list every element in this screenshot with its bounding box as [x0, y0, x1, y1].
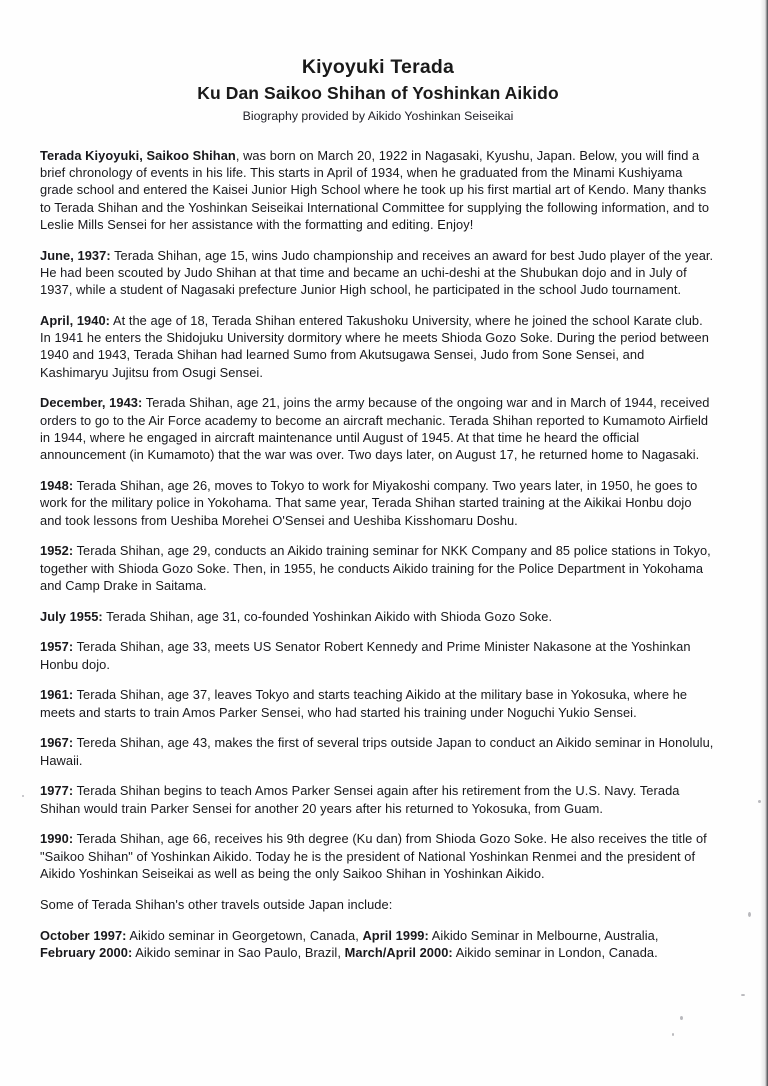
scan-speck: [680, 1016, 683, 1020]
entry-text: Tereda Shihan, age 43, makes the first of several trips outside Japan to conduct an Aikido seminar in Honolulu, Hawaii.: [40, 735, 714, 768]
intro-paragraph: [40, 147, 716, 233]
chronology-entry: [40, 394, 716, 463]
entry-text: Terada Shihan, age 37, leaves Tokyo and starts teaching Aikido at the military base in Yokosuka, where he meets and starts to train Amos Parker Sensei, who had started his training under Noguchi Yukio Sensei.: [40, 687, 688, 720]
entry-date: 1977:: [40, 783, 74, 799]
travel-date: October 1997:: [40, 927, 127, 943]
biography-credit: Biography provided by Aikido Yoshinkan Seiseikai: [242, 109, 514, 123]
entry-date: 1967:: [40, 735, 74, 751]
chronology-entry: [40, 312, 716, 381]
intro-lead: Terada Kiyoyuki, Saikoo Shihan: [40, 147, 236, 163]
entry-text: Terada Shihan begins to teach Amos Parker Sensei again after his retirement from the U.S. Navy. Terada Shihan would train Parker Sensei for another 20 years after his returned to Yokosuka, from Guam.: [40, 783, 680, 816]
travel-text: Aikido seminar in Georgetown, Canada,: [126, 927, 363, 943]
chronology-entry: [40, 608, 716, 625]
scan-speck: [758, 800, 761, 803]
scan-speck: [22, 795, 24, 797]
travel-date: April 1999:: [362, 927, 429, 943]
chronology-entry: [40, 247, 716, 299]
chronology-entry: [40, 830, 716, 882]
entry-date: April, 1940:: [40, 312, 111, 328]
entry-text: Terada Shihan, age 33, meets US Senator Robert Kennedy and Prime Minister Nakasone at the Yoshinkan Honbu dojo.: [40, 639, 691, 672]
entry-date: December, 1943:: [40, 395, 143, 411]
entry-date: 1957:: [40, 639, 74, 655]
travel-text: Aikido seminar in Sao Paulo, Brazil,: [132, 944, 345, 960]
entry-date: 1952:: [40, 543, 74, 559]
scan-speck: [741, 994, 745, 996]
chronology-entry: [40, 542, 716, 594]
entry-date: 1948:: [40, 478, 74, 493]
entry-date: 1961:: [40, 687, 74, 703]
travel-text: Aikido seminar in London, Canada.: [452, 944, 658, 960]
entry-date: 1990:: [40, 831, 74, 847]
biography-body: [40, 147, 716, 961]
page-title: Kiyoyuki Terada: [301, 56, 455, 78]
travel-date: February 2000:: [40, 944, 133, 960]
entry-text: Terada Shihan, age 21, joins the army because of the ongoing war and in March of 1944, received orders to go to the Air Force academy to become an aircraft mechanic. Terada Shihan reported to Kumamoto Airfield in 1944, where he engaged in aircraft maintenance until August of 1945. At that time he heard the official announcement (in Kumamoto) that the war was over. Two days later, on August 17, he returned home to Nagasaki.: [40, 395, 710, 463]
entry-date: July 1955:: [40, 608, 103, 624]
entry-text: Terada Shihan, age 29, conducts an Aikido training seminar for NKK Company and 85 police stations in Tokyo, together with Shioda Gozo Soke. Then, in 1955, he conducts Aikido training for the Police Department in Yokohama and Camp Drake in Saitama.: [40, 543, 711, 593]
document-content: [40, 0, 716, 961]
chronology-entry: [40, 686, 716, 721]
scan-speck: [672, 1033, 674, 1036]
chronology-entry: [40, 477, 716, 529]
entry-text: Terada Shihan, age 26, moves to Tokyo to work for Miyakoshi company. Two years later, in 1950, he goes to work for the military police in Yokohama. That same year, Terada Shihan started training at the Aikikai Honbu dojo and took lessons from Ueshiba Morehei O'Sensei and Ueshiba Kisshomaru Doshu.: [40, 478, 698, 528]
entry-date: June, 1937:: [40, 247, 111, 263]
chronology-entry: [40, 782, 716, 817]
entry-text: Terada Shihan, age 15, wins Judo championship and receives an award for best Judo player of the year. He had been scouted by Judo Shihan at that time and became an uchi-deshi at the Shubukan dojo and in July of 1937, while a student of Nagasaki prefecture Junior High school, he participated in the school Judo tournament.: [40, 247, 714, 298]
entry-text: At the age of 18, Terada Shihan entered Takushoku University, where he joined the school Karate club. In 1941 he enters the Shidojuku University dormitory where he meets Shioda Gozo Soke. During the period between 1940 and 1943, Terada Shihan had learned Sumo from Akutsugawa Sensei, Judo from Sone Sensei, and Kashimaryu Jujitsu from Osugi Sensei.: [40, 312, 709, 380]
travel-text: Aikido Seminar in Melbourne, Australia,: [428, 927, 659, 943]
chronology-entry: [40, 734, 716, 769]
entry-text: Terada Shihan, age 31, co-founded Yoshinkan Aikido with Shioda Gozo Soke.: [102, 608, 553, 624]
chronology-entry: [40, 638, 716, 673]
travel-date: March/April 2000:: [344, 944, 453, 960]
scan-speck: [748, 912, 751, 917]
travels-intro: Some of Terada Shihan's other travels outside Japan include:: [40, 896, 393, 912]
document-header: [40, 0, 716, 124]
intro-text: , was born on March 20, 1922 in Nagasaki, Kyushu, Japan. Below, you will find a brief chronology of events in his life. This starts in April of 1934, when he graduated from the Minami Kushiyama grade school and entered the Kaisei Junior High School where he took up his first martial art of Kendo. Many thanks to Terada Shihan and the Yoshinkan Seiseikai International Committee for supplying the following information, and to Leslie Mills Sensei for her assistance with the formatting and editing. Enjoy!: [40, 147, 710, 232]
scanner-edge-shadow: [760, 0, 765, 1086]
page-subtitle: Ku Dan Saikoo Shihan of Yoshinkan Aikido: [197, 83, 559, 103]
travels-list: [40, 927, 716, 962]
entry-text: Terada Shihan, age 66, receives his 9th degree (Ku dan) from Shioda Gozo Soke. He also receives the title of "Saikoo Shihan" of Yoshinkan Aikido. Today he is the president of National Yoshinkan Renmei and the president of Aikido Yoshinkan Seiseikai as well as being the only Saikoo Shihan in Yoshinkan Aikido.: [40, 831, 707, 882]
